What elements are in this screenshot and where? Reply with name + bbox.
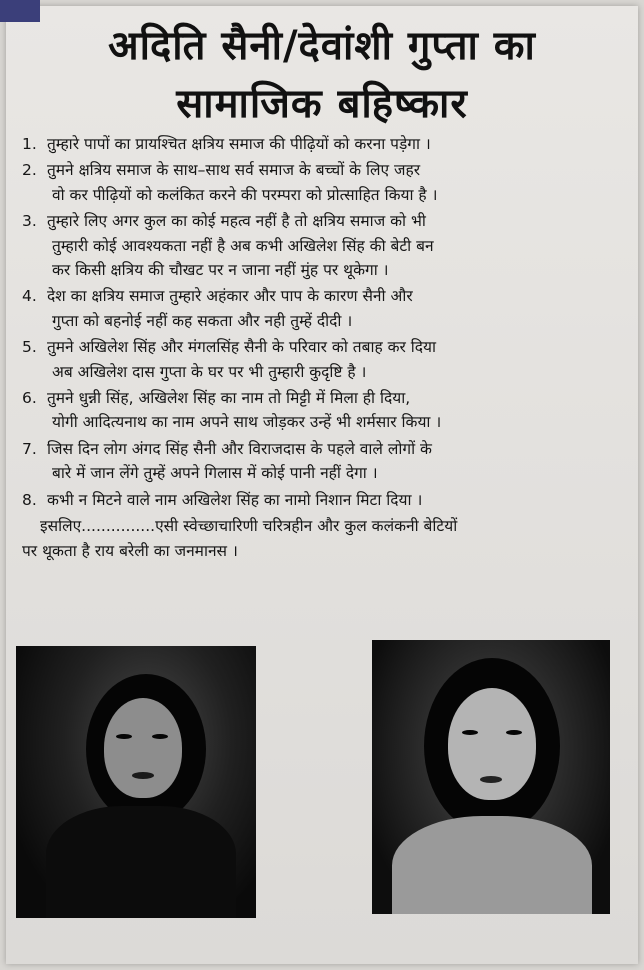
list-item-8 xyxy=(22,488,628,512)
poster-body xyxy=(22,132,628,563)
item-text: वो कर पीढ़ियों को कलंकित करने की परम्परा को प्रोत्साहित किया है । xyxy=(52,185,438,204)
headline-line-1: अदिति सैनी/देवांशी गुप्ता का xyxy=(108,23,536,69)
photo-body xyxy=(392,816,592,914)
photo-left xyxy=(16,646,256,918)
photo-eye xyxy=(462,730,478,735)
item-text: कभी न मिटने वाले नाम अखिलेश सिंह का नामो निशान मिटा दिया । xyxy=(46,490,423,509)
list-item-7 xyxy=(22,437,628,486)
item-number: 2. xyxy=(22,161,37,180)
photo-eye xyxy=(506,730,522,735)
photo-eye xyxy=(152,734,168,739)
item-number: 8. xyxy=(22,490,37,509)
list-item-3 xyxy=(22,209,628,282)
list-item-4 xyxy=(22,284,628,333)
photo-right xyxy=(372,640,610,914)
photo-lip xyxy=(132,772,154,779)
list-item-1 xyxy=(22,132,628,156)
headline-line-2: सामाजिक बहिष्कार xyxy=(176,81,468,127)
list-item-6 xyxy=(22,386,628,435)
photo-lip xyxy=(480,776,502,783)
closing-line-1: इसलिए...............एसी स्वेच्छाचारिणी चरित्रहीन और कुल कलंकनी बेटियों xyxy=(40,517,458,536)
photo-face xyxy=(448,688,536,800)
item-number: 5. xyxy=(22,338,37,357)
item-number: 7. xyxy=(22,439,37,458)
closing-line-2: पर थूकता है राय बरेली का जनमानस । xyxy=(22,541,238,560)
item-text: अब अखिलेश दास गुप्ता के घर पर भी तुम्हारी कुदृष्टि है । xyxy=(52,362,367,381)
item-number: 1. xyxy=(22,135,37,153)
item-text: तुमने क्षत्रिय समाज के साथ–साथ सर्व समाज के बच्चों के लिए जहर xyxy=(46,161,421,180)
item-text: बारे में जान लेंगे तुम्हें अपने गिलास में कोई पानी नहीं देगा । xyxy=(52,464,378,483)
item-text: तुम्हारी कोई आवश्यकता नहीं है अब कभी अखिलेश सिंह की बेटी बन xyxy=(52,236,434,255)
item-text: जिस दिन लोग अंगद सिंह सैनी और विराजदास के पहले वाले लोगों के xyxy=(46,439,432,458)
photo-eye xyxy=(116,734,132,739)
item-text: देश का क्षत्रिय समाज तुम्हारे अहंकार और पाप के कारण सैनी और xyxy=(46,287,413,306)
photo-face xyxy=(104,698,182,798)
item-text: गुप्ता को बहनोई नहीं कह सकता और नही तुम्हें दीदी । xyxy=(52,311,353,330)
item-text: तुम्हारे पापों का प्रायश्चित क्षत्रिय समाज की पीढ़ियों को करना पड़ेगा । xyxy=(46,135,431,153)
item-text: कर किसी क्षत्रिय की चौखट पर न जाना नहीं मुंह पर थूकेगा । xyxy=(52,261,389,280)
item-text: तुमने अखिलेश सिंह और मंगलसिंह सैनी के परिवार को तबाह कर दिया xyxy=(46,338,437,357)
item-text: योगी आदित्यनाथ का नाम अपने साथ जोड़कर उन्हें भी शर्मसार किया । xyxy=(52,413,442,432)
list-item-5 xyxy=(22,335,628,384)
photo-body xyxy=(46,806,236,918)
item-number: 6. xyxy=(22,389,37,408)
item-text: तुमने धुन्नी सिंह, अखिलेश सिंह का नाम तो मिट्टी में मिला ही दिया, xyxy=(46,389,411,408)
item-text: तुम्हारे लिए अगर कुल का कोई महत्व नहीं है तो क्षत्रिय समाज को भी xyxy=(46,212,426,231)
item-number: 3. xyxy=(22,212,37,231)
list-item-2 xyxy=(22,158,628,207)
item-number: 4. xyxy=(22,287,37,306)
